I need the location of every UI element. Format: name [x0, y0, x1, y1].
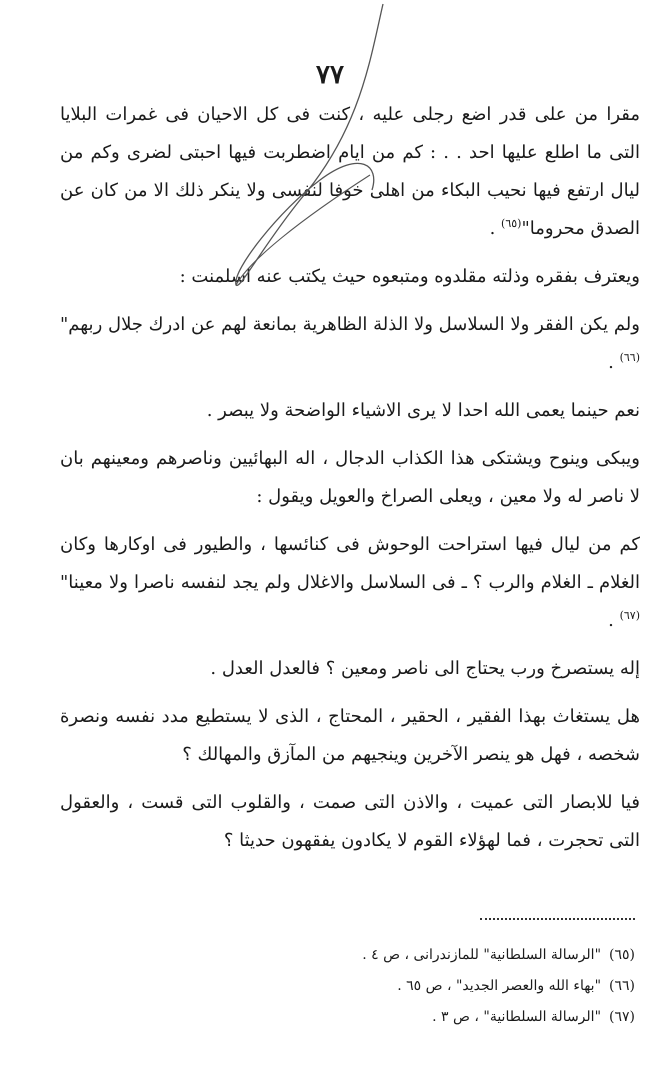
- footnote-text: "الرسالة السلطانية" للمازندرانى ، ص ٤ .: [362, 947, 602, 963]
- paragraph-text: إله يستصرخ ورب يحتاج الى ناصر ومعين ؟ فالعدل العدل .: [210, 658, 640, 679]
- paragraph-text: ويبكى وينوح ويشتكى هذا الكذاب الدجال ، اله البهائيين وناصرهم ومعينهم بان لا ناصر له ولا معين ، ويعلى الصراخ والعويل ويقول :: [60, 448, 640, 507]
- paragraph-tail: .: [608, 610, 620, 631]
- paragraph-3: [60, 306, 640, 382]
- paragraph-tail: .: [608, 352, 620, 373]
- paragraph-text: ويعترف بفقره وذلته مقلدوه ومتبعوه حيث يكتب عنه اسلمنت :: [179, 266, 640, 287]
- footnote-number: (٦٧): [609, 1009, 635, 1025]
- paragraph-4: [60, 392, 640, 430]
- footnote-66: [200, 971, 635, 1002]
- paragraph-text: كم من ليال فيها استراحت الوحوش فى كنائسها ، والطيور فى اوكارها وكان الغلام ـ الغلام والرب ؟ ـ فى السلاسل والاغلال ولم يجد لنفسه ناصرا ولا معينا": [60, 534, 640, 593]
- paragraph-text: هل يستغاث بهذا الفقير ، الحقير ، المحتاج ، الذى لا يستطيع مدد نفسه ونصرة شخصه ، فهل هو ينصر الآخرين وينجيهم من المآزق والمهالك ؟: [60, 706, 640, 765]
- paragraph-text: فيا للابصار التى عميت ، والاذن التى صمت ، والقلوب التى قست ، والعقول التى تحجرت ، فما لهؤلاء القوم لا يكادون يفقهون حديثا ؟: [60, 792, 640, 851]
- body-text: [60, 96, 640, 860]
- footnote-text: "بهاء الله والعصر الجديد" ، ص ٦٥ .: [397, 978, 602, 994]
- paragraph-8: [60, 698, 640, 774]
- paragraph-text: نعم حينما يعمى الله احدا لا يرى الاشياء الواضحة ولا يبصر .: [206, 400, 640, 421]
- footnote-number: (٦٥): [609, 947, 635, 963]
- footnote-separator: [480, 918, 635, 920]
- footnote-number: (٦٦): [609, 978, 635, 994]
- footnote-65: [200, 940, 635, 971]
- footnotes: [200, 940, 635, 1033]
- footnote-67: [200, 1002, 635, 1033]
- paragraph-7: [60, 650, 640, 688]
- paragraph-text: ولم يكن الفقر ولا السلاسل ولا الذلة الظاهرية بمانعة لهم عن ادرك جلال ربهم": [60, 314, 640, 335]
- paragraph-9: [60, 784, 640, 860]
- footnote-text: "الرسالة السلطانية" ، ص ٣ .: [432, 1009, 602, 1025]
- paragraph-1: [60, 96, 640, 248]
- paragraph-2: [60, 258, 640, 296]
- footnote-ref-65[interactable]: (٦٥): [501, 217, 522, 230]
- paragraph-5: [60, 440, 640, 516]
- page-number: ٧٧: [316, 60, 344, 90]
- footnote-ref-66[interactable]: (٦٦): [619, 351, 640, 364]
- paragraph-tail: .: [489, 218, 502, 239]
- paragraph-text: مقرا من على قدر اضع رجلى عليه ، كنت فى كل الاحيان فى غمرات البلايا التى ما اطلع عليها احد . . : كم من ايام اضطربت فيها احبتى لضرى وكم من ليال ارتفع فيها نحيب البكاء من اهلى خوفا لنفسى ولا ينكر ذلك الا من كان عن الصدق محروما": [60, 104, 640, 239]
- paragraph-6: [60, 526, 640, 640]
- footnote-ref-67[interactable]: (٦٧): [619, 609, 640, 622]
